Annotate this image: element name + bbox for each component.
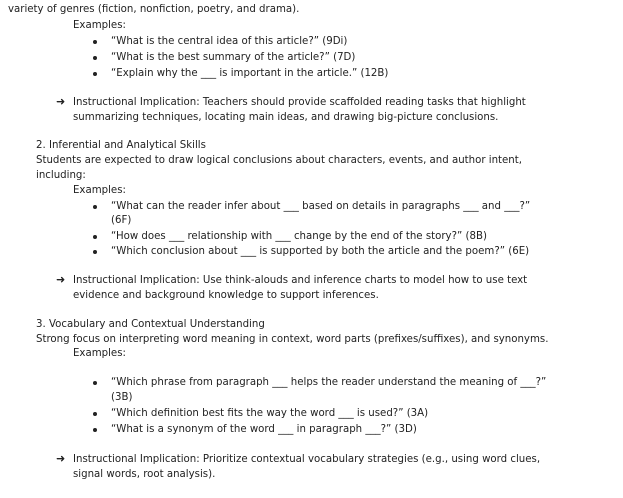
right-arrow-icon: ➜ [56,273,66,286]
bullet-icon [93,40,97,44]
section2-intro-line-2: including: [36,170,86,181]
section2-heading: 2. Inferential and Analytical Skills [36,140,206,151]
bullet-icon [93,428,97,432]
section3-implication-line-2: signal words, root analysis). [73,469,216,480]
section2-bullet-3: “Which conclusion about ___ is supported by both the article and the poem?” (6E) [111,246,530,257]
section1-bullet-2: “What is the best summary of the article?” (7D) [111,52,356,63]
section2-bullet-1: “What can the reader infer about ___ based on details in paragraphs ___ and ___?” [111,201,531,212]
section2-intro-line-1: Students are expected to draw logical conclusions about characters, events, and author intent, [36,155,522,166]
section3-bullet-2: “Which definition best fits the way the word ___ is used?” (3A) [111,408,429,419]
right-arrow-icon: ➜ [56,452,66,465]
section3-heading: 3. Vocabulary and Contextual Understanding [36,319,265,330]
bullet-icon [93,235,97,239]
section2-bullet-2: “How does ___ relationship with ___ change by the end of the story?” (8B) [111,231,487,242]
section3-bullet-1: “Which phrase from paragraph ___ helps the reader understand the meaning of ___?” [111,377,547,388]
bullet-icon [93,205,97,209]
section1-examples-label: Examples: [73,20,126,31]
right-arrow-icon: ➜ [56,95,66,108]
bullet-icon [93,250,97,254]
section2-examples-label: Examples: [73,185,126,196]
section1-intro-tail: variety of genres (fiction, nonfiction, poetry, and drama). [8,4,300,15]
section3-examples-label: Examples: [73,348,126,359]
section2-bullet-1-cont: (6F) [111,215,132,226]
section3-intro: Strong focus on interpreting word meaning in context, word parts (prefixes/suffixes), and synonyms. [36,334,549,345]
bullet-icon [93,412,97,416]
bullet-icon [93,72,97,76]
section2-implication-line-1: Instructional Implication: Use think-alouds and inference charts to model how to use text [73,275,528,286]
section1-bullet-1: “What is the central idea of this article?” (9Di) [111,36,348,47]
section1-implication-line-1: Instructional Implication: Teachers should provide scaffolded reading tasks that highlight [73,97,526,108]
bullet-icon [93,381,97,385]
section1-implication-line-2: summarizing techniques, locating main ideas, and drawing big-picture conclusions. [73,112,499,123]
section3-bullet-3: “What is a synonym of the word ___ in paragraph ___?” (3D) [111,424,417,435]
section3-bullet-1-cont: (3B) [111,392,133,403]
bullet-icon [93,56,97,60]
section1-bullet-3: “Explain why the ___ is important in the article.” (12B) [111,68,389,79]
section3-implication-line-1: Instructional Implication: Prioritize contextual vocabulary strategies (e.g., using word clues, [73,454,541,465]
section2-implication-line-2: evidence and background knowledge to support inferences. [73,290,379,301]
